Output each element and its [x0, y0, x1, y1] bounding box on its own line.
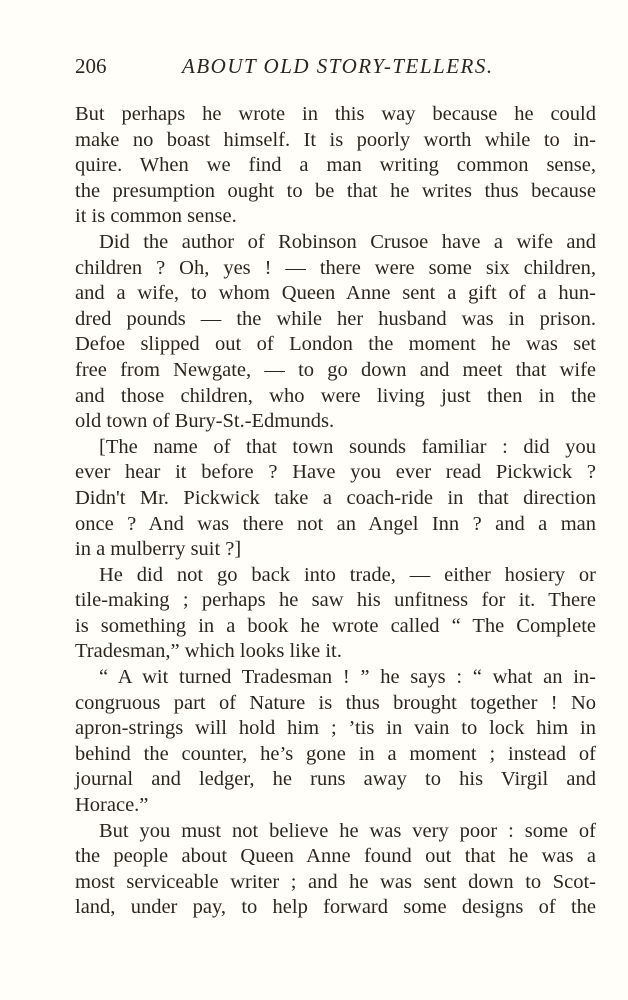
- page-body: [75, 102, 596, 921]
- text-line: make no boast himself. It is poorly worth while to in-: [75, 128, 596, 151]
- text-line: Didn't Mr. Pickwick take a coach-ride in that direction: [75, 486, 596, 509]
- text-line: But perhaps he wrote in this way because he could: [75, 103, 596, 125]
- text-line: ever hear it before ? Have you ever read Pickwick ?: [75, 461, 596, 484]
- text-line: land, under pay, to help forward some designs of the: [75, 896, 596, 919]
- text-line: children ? Oh, yes ! — there were some six children,: [75, 256, 596, 279]
- text-line: apron-strings will hold him ; ’tis in vain to lock him in: [75, 717, 596, 740]
- text-line: the presumption ought to be that he writes thus because: [75, 179, 596, 202]
- page-header: [75, 54, 495, 84]
- text-line: once ? And was there not an Angel Inn ? and a man: [75, 512, 596, 535]
- text-line: journal and ledger, he runs away to his Virgil and: [75, 768, 596, 791]
- text-line: in a mulberry suit ?]: [75, 538, 242, 561]
- running-title: ABOUT OLD STORY-TELLERS.: [182, 54, 494, 78]
- text-line: and those children, who were living just then in the: [75, 384, 596, 407]
- text-line: Defoe slipped out of London the moment he was set: [75, 333, 596, 356]
- text-line: and a wife, to whom Queen Anne sent a gift of a hun-: [75, 282, 596, 305]
- text-line: congruous part of Nature is thus brought together ! No: [75, 691, 596, 714]
- text-line: [The name of that town sounds familiar : did you: [99, 435, 596, 458]
- text-line: Did the author of Robinson Crusoe have a wife and: [99, 230, 596, 253]
- page-number: 206: [75, 54, 107, 78]
- text-line: Tradesman,” which looks like it.: [75, 640, 342, 663]
- text-line: behind the counter, he’s gone in a moment ; instead of: [75, 742, 596, 765]
- text-line: most serviceable writer ; and he was sent down to Scot-: [75, 870, 596, 893]
- text-line: free from Newgate, — to go down and meet that wife: [75, 358, 596, 381]
- text-line: tile-making ; perhaps he saw his unfitness for it. There: [75, 589, 596, 612]
- text-line: it is common sense.: [75, 205, 237, 228]
- text-line: He did not go back into trade, — either hosiery or: [99, 563, 596, 586]
- text-line: But you must not believe he was very poor : some of: [99, 819, 596, 842]
- text-line: is something in a book he wrote called “ The Complete: [75, 614, 596, 637]
- text-line: “ A wit turned Tradesman ! ” he says : “ what an in-: [99, 666, 596, 689]
- text-line: old town of Bury-St.-Edmunds.: [75, 410, 335, 433]
- text-line: the people about Queen Anne found out that he was a: [75, 845, 596, 868]
- text-line: Horace.”: [75, 794, 149, 817]
- text-line: quire. When we find a man writing common sense,: [75, 154, 596, 177]
- text-line: dred pounds — the while her husband was in prison.: [75, 307, 596, 330]
